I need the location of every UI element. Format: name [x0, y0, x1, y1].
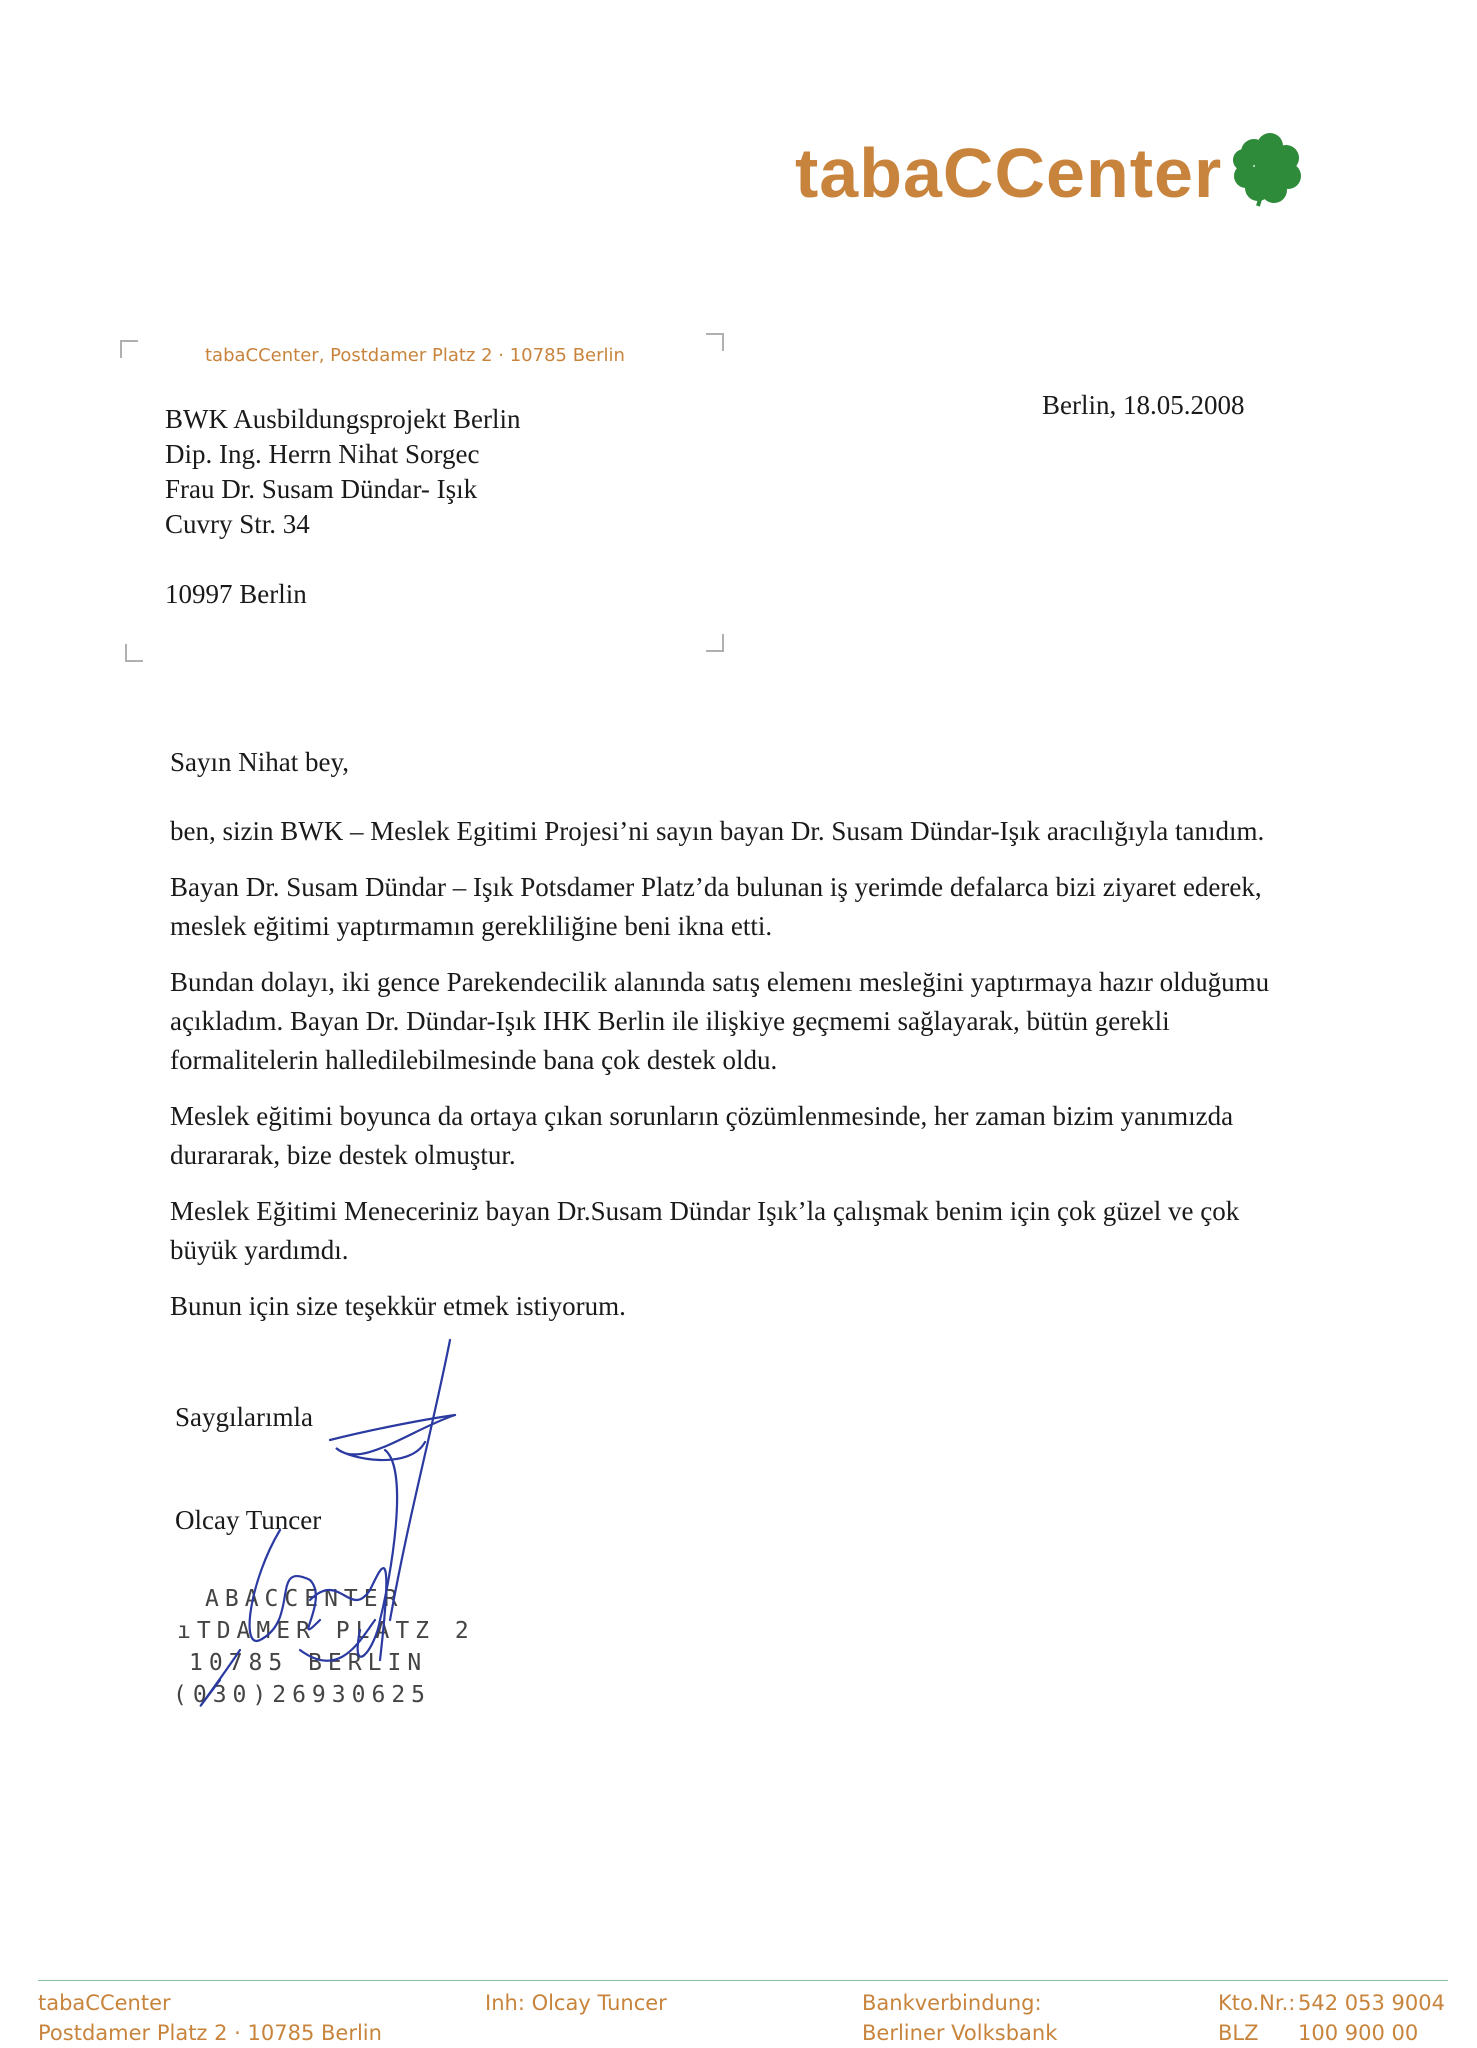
footer-bank-name: Berliner Volksbank	[862, 2021, 1058, 2045]
footer-blz-number: 100 900 00	[1298, 2021, 1419, 2045]
recipient-line: BWK Ausbildungsprojekt Berlin	[165, 404, 521, 434]
body-paragraph: Bundan dolayı, iki gence Parekendecilik alanında satış elemenı mesleğini yaptırmaya hazır olduğumu açıkladım. Bayan Dr. Dündar-Işık IHK Berlin ile ilişkiye geçmemi sağlayarak, bütün gerekli formalitelerin halledilebilmesinde bana çok destek oldu.	[170, 967, 1270, 1075]
recipient-line: Frau Dr. Susam Dündar- Işık	[165, 474, 478, 504]
four-leaf-clover-icon	[1230, 132, 1306, 213]
window-corner-mark	[706, 333, 724, 351]
footer-account-label: Kto.Nr.:	[1218, 1991, 1296, 2015]
logo-text: tabaCCenter	[795, 133, 1223, 212]
footer-blz-label: BLZ	[1218, 2021, 1259, 2045]
footer-company	[38, 1988, 382, 2048]
window-corner-mark	[125, 644, 143, 662]
body-paragraph: Meslek Eğitimi Meneceriniz bayan Dr.Susam Dündar Işık’la çalışmak benim için çok güzel ve çok büyük yardımdı.	[170, 1196, 1240, 1265]
recipient-address	[165, 402, 520, 612]
footer-owner: Inh: Olcay Tuncer	[485, 1991, 667, 2015]
sender-return-address: tabaCCenter, Postdamer Platz 2 · 10785 Berlin	[205, 345, 625, 366]
stamp-line: 10785 BERLIN	[189, 1650, 428, 1676]
signer-name: Olcay Tuncer	[175, 1505, 322, 1535]
salutation: Sayın Nihat bey,	[170, 747, 349, 777]
letter-body	[170, 743, 1290, 1343]
body-paragraph: ben, sizin BWK – Meslek Egitimi Projesi’ni sayın bayan Dr. Susam Dündar-Işık aracılığıyla tanıdım.	[170, 816, 1265, 846]
window-corner-mark	[120, 340, 138, 358]
footer-account	[1218, 1988, 1445, 2048]
recipient-line: Cuvry Str. 34	[165, 509, 310, 539]
letter-date: Berlin, 18.05.2008	[1042, 390, 1245, 420]
footer-account-number: 542 053 9004	[1298, 1991, 1445, 2015]
recipient-city: 10997 Berlin	[165, 579, 307, 609]
recipient-line: Dip. Ing. Herrn Nihat Sorgec	[165, 439, 480, 469]
stamp-line: ABACCENTER	[205, 1586, 404, 1612]
closing-phrase: Saygılarımla	[175, 1402, 313, 1432]
stamp-line: ıTDAMER PLATZ 2	[177, 1618, 475, 1644]
body-paragraph: Bunun için size teşekkür etmek istiyorum.	[170, 1291, 626, 1321]
body-paragraph: Meslek eğitimi boyunca da ortaya çıkan sorunların çözümlenmesinde, her zaman bizim yanımızda durararak, bize destek olmuştur.	[170, 1101, 1234, 1170]
window-corner-mark	[706, 634, 724, 652]
footer-bank	[862, 1988, 1057, 2048]
footer-company-name: tabaCCenter	[38, 1991, 171, 2015]
footer-bank-label: Bankverbindung:	[862, 1991, 1042, 2015]
footer-rule	[38, 1980, 1448, 1981]
footer-company-address: Postdamer Platz 2 · 10785 Berlin	[38, 2021, 382, 2045]
handwritten-signature	[180, 1320, 480, 1745]
body-paragraph: Bayan Dr. Susam Dündar – Işık Potsdamer Platz’da bulunan iş yerimde defalarca bizi ziyaret ederek, meslek eğitimi yaptırmamın gerekliliğine beni ikna etti.	[170, 872, 1262, 941]
company-logo	[795, 132, 1306, 213]
stamp-line: (030)26930625	[173, 1682, 432, 1708]
